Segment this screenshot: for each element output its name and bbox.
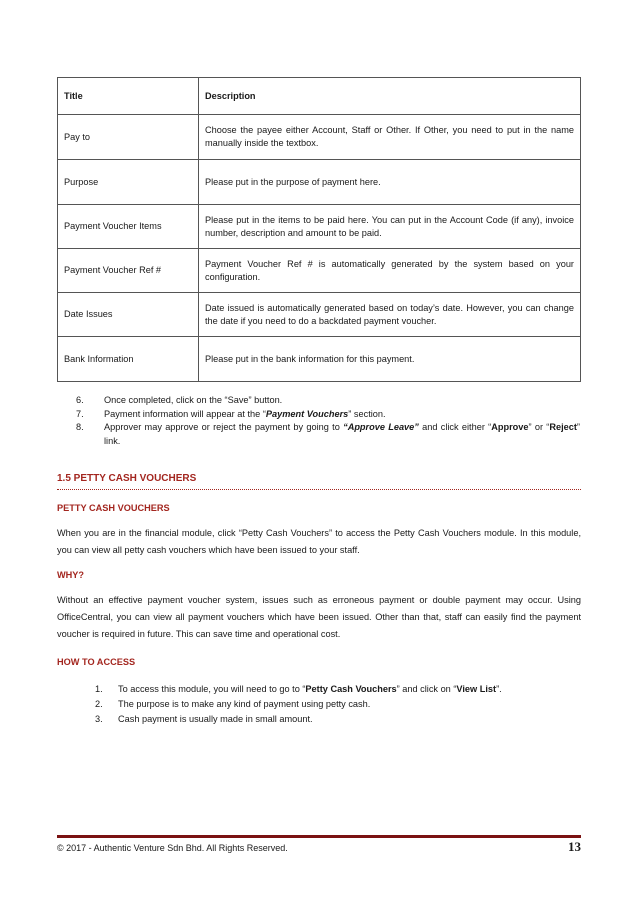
table-row [58,115,581,160]
table-row [58,337,581,382]
row-description: Date issued is automatically generated based on today’s date. However, you can change the date if you need to do a backdated payment voucher. [199,293,581,337]
row-description: Please put in the bank information for this payment. [199,337,581,382]
list-item [95,712,581,727]
reject-link-reference: Reject [549,422,577,432]
row-title: Purpose [58,160,199,205]
step-number: 7. [76,408,84,419]
subheading-how-to-access: HOW TO ACCESS [57,657,136,667]
row-title: Payment Voucher Ref # [58,249,199,293]
table-row [58,205,581,249]
list-item [76,408,580,422]
table-row [58,249,581,293]
step-text: ” link. [104,422,580,446]
approve-link-reference: Approve [491,422,529,432]
view-list-reference: View List [456,684,497,694]
access-steps [95,682,581,727]
step-text: ”. [496,684,502,694]
page-number: 13 [568,839,581,854]
step-number: 6. [76,395,84,405]
step-text: Cash payment is usually made in small amount. [118,714,313,724]
list-item [76,421,580,448]
footer-copyright: © 2017 - Authentic Venture Sdn Bhd. All Rights Reserved. [57,843,288,853]
section-heading: 1.5 PETTY CASH VOUCHERS [57,473,581,490]
table-row [58,160,581,205]
step-text: ” or “ [528,422,550,432]
step-text: and click either “ [418,422,492,432]
table-header-row [58,78,581,115]
table-row [58,293,581,337]
field-description-table [57,77,581,382]
list-item [95,697,581,712]
procedure-steps [76,394,580,448]
step-text: Approver may approve or reject the payment by going to [104,422,344,432]
menu-reference: “Approve Leave” [343,422,419,432]
step-text: To access this module, you will need to go to “ [118,684,306,694]
row-title: Date Issues [58,293,199,337]
row-title: Payment Voucher Items [58,205,199,249]
intro-paragraph: When you are in the financial module, click “Petty Cash Vouchers” to access the Petty Cash Vouchers module. In this module, you can view all petty cash vouchers which have been issued to your staff. [57,528,581,555]
step-text: ” section. [348,408,386,419]
row-description: Please put in the purpose of payment here. [199,160,581,205]
row-description: Please put in the items to be paid here. You can put in the Account Code (if any), invoice number, description and amount to be paid. [199,205,581,249]
row-title: Bank Information [58,337,199,382]
row-description: Choose the payee either Account, Staff or Other. If Other, you need to put in the name manually inside the textbox. [199,115,581,160]
section-reference: Payment Vouchers [265,408,349,419]
step-text: Payment information will appear at the “ [104,408,266,419]
row-title: Pay to [58,115,199,160]
subheading-petty-cash: PETTY CASH VOUCHERS [57,503,170,513]
step-text: Once completed, click on the “Save” button. [104,395,283,405]
list-item [76,394,580,408]
why-paragraph: Without an effective payment voucher system, issues such as erroneous payment or double payment may occur. Using OfficeCentral, you can view all payment vouchers which have been issued. Other than that, staff can easily find the payment voucher is required in future. This can save time and operational cost. [57,595,581,639]
row-description: Payment Voucher Ref # is automatically generated by the system based on your configuration. [199,249,581,293]
step-number: 3. [95,714,103,724]
step-number: 1. [95,684,103,694]
step-number: 2. [95,699,103,709]
subheading-why: WHY? [57,570,85,580]
list-item [95,682,581,697]
column-header-title: Title [58,78,199,115]
menu-reference: Petty Cash Vouchers [305,684,397,694]
step-text: The purpose is to make any kind of payment using petty cash. [118,699,371,709]
step-text: ” and click on “ [396,684,457,694]
column-header-description: Description [199,78,581,115]
footer-divider [57,835,581,838]
step-number: 8. [76,422,84,432]
